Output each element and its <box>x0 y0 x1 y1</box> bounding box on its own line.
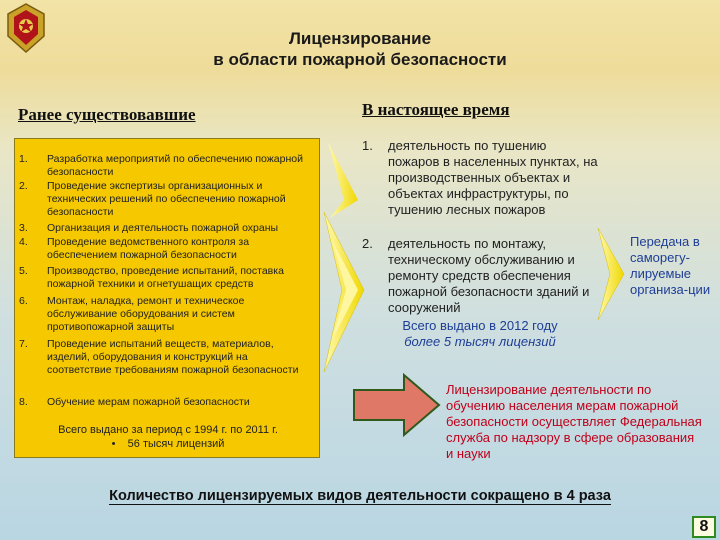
transfer-arrow-icon <box>596 226 626 322</box>
total-issued-1994-2011: Всего выдано за период с 1994 г. по 2011 г. • 56 тысяч лицензий <box>58 424 278 450</box>
title-line-2: в области пожарной безопасности <box>213 50 507 69</box>
right-arrow-icon <box>352 372 442 438</box>
education-licensing-note: Лицензирование деятельности по обучению населения мерам пожарной безопасности осуществляет Федеральная служба по надзору в сфере образования и науки <box>446 382 702 461</box>
page-number: 8 <box>692 516 716 538</box>
summary-line: Количество лицензируемых видов деятельности сокращено в 4 раза <box>109 488 611 504</box>
page-title <box>0 28 720 70</box>
current-item-1: деятельность по тушению пожаров в населенных пунктах, на производственных объектах и объектах инфраструктуры, по тушению лесных пожаров <box>388 138 598 217</box>
transfer-to-sro-note: Передача в саморегу-лируемые организа-ции <box>630 234 711 297</box>
current-item-1-number: 1. <box>362 138 373 153</box>
title-line-1: Лицензирование <box>288 29 432 48</box>
previous-licenses-panel: 1. Разработка мероприятий по обеспечению пожарной безопасности 2. Проведение экспертизы организационных и технических решений по обеспечению пожарной безопасности 3. Организация и деятельность пожарной охраны 4. Проведение ведомственного контроля за обеспечением пожарной безопасности 5. Производство, проведение испытаний, поставка пожарной техники и огнетушащих средств 6. Монтаж, наладка, ремонт и техническое обслуживание оборудования и систем противопожарной защиты 7. Проведение испытаний веществ, материалов, изделий, оборудования и конструкций на соответствие требованиям пожарной безопасности 8. Обучение мерам пожарной безопасности Всего выдано за период с 1994 г. по 2011 г. • 56 тысяч лицензий <box>14 138 320 458</box>
current-item-2-number: 2. <box>362 236 373 251</box>
issued-2012: Всего выдано в 2012 году более 5 тысяч лицензий <box>402 318 558 349</box>
right-header: В настоящее время <box>362 100 510 119</box>
current-item-2: деятельность по монтажу, техническому обслуживанию и ремонту средств обеспечения пожарной безопасности зданий и сооружений <box>388 236 590 315</box>
left-header: Ранее существовавшие <box>18 105 196 124</box>
